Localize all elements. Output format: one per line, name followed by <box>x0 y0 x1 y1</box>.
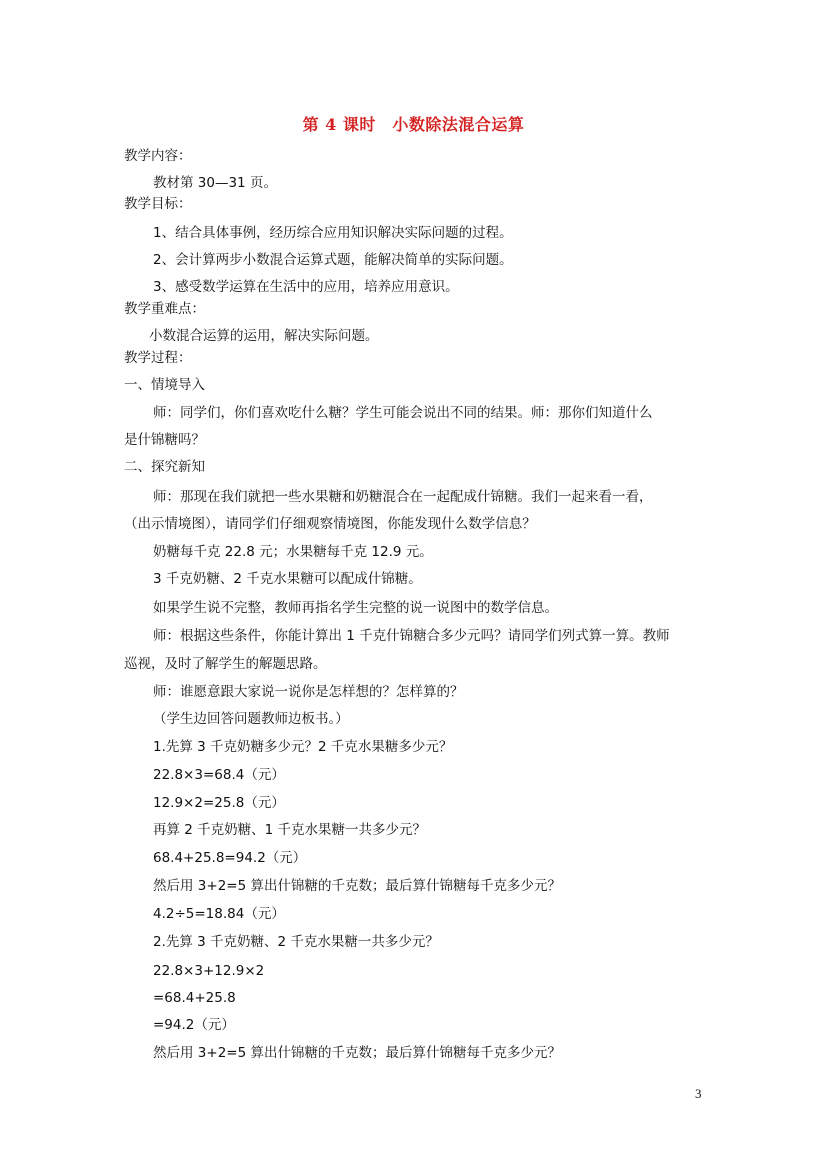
method-step: 然后用 3+2=5 算出什锦糖的千克数；最后算什锦糖每千克多少元？ <box>153 878 561 894</box>
paragraph: 师：那现在我们就把一些水果糖和奶糖混合在一起配成什锦糖。我们一起来看一看， <box>153 489 653 505</box>
equation: =94.2（元） <box>153 1017 235 1033</box>
paragraph-continuation: 是什锦糖吗？ <box>124 432 205 448</box>
method-step: 然后用 3+2=5 算出什锦糖的千克数；最后算什锦糖每千克多少元？ <box>153 1045 561 1061</box>
method-step: 2.先算 3 千克奶糖、2 千克水果糖一共多少元？ <box>153 934 439 950</box>
equation: =68.4+25.8 <box>153 990 236 1006</box>
goal-item: 1、结合具体事例，经历综合应用知识解决实际问题的过程。 <box>153 225 513 241</box>
paragraph: 师：根据这些条件，你能计算出 1 千克什锦糖合多少元吗？请同学们列式算一算。教师 <box>153 628 670 644</box>
section-heading-process: 教学过程： <box>124 350 192 366</box>
paragraph-continuation: （出示情境图），请同学们仔细观察情境图，你能发现什么数学信息？ <box>124 516 536 532</box>
equation: 12.9×2=25.8（元） <box>153 795 285 811</box>
paragraph: 教材第 30—31 页。 <box>153 175 277 191</box>
goal-item: 2、会计算两步小数混合运算式题，能解决简单的实际问题。 <box>153 252 513 268</box>
method-step: 1.先算 3 千克奶糖多少元？2 千克水果糖多少元？ <box>153 739 453 755</box>
paragraph: 师：谁愿意跟大家说一说你是怎样想的？怎样算的？ <box>153 684 464 700</box>
subsection-heading: 一、情境导入 <box>124 377 205 393</box>
page-number: 3 <box>695 1086 702 1101</box>
section-heading-goals: 教学目标： <box>124 196 192 212</box>
paragraph-continuation: 巡视，及时了解学生的解题思路。 <box>124 656 327 672</box>
goal-item: 3、感受数学运算在生活中的应用，培养应用意识。 <box>153 279 459 295</box>
paragraph: （学生边回答问题教师边板书。） <box>153 711 349 727</box>
method-step: 再算 2 千克奶糖、1 千克水果糖一共多少元？ <box>153 822 427 838</box>
equation: 68.4+25.8=94.2（元） <box>153 850 307 866</box>
equation: 4.2÷5=18.84（元） <box>153 906 285 922</box>
paragraph: 师：同学们，你们喜欢吃什么糖？学生可能会说出不同的结果。师：那你们知道什么 <box>153 405 653 421</box>
equation: 22.8×3+12.9×2 <box>153 963 265 979</box>
section-heading-content: 教学内容： <box>124 148 192 164</box>
equation: 22.8×3=68.4（元） <box>153 767 285 783</box>
paragraph: 奶糖每千克 22.8 元；水果糖每千克 12.9 元。 <box>153 544 433 560</box>
paragraph: 小数混合运算的运用，解决实际问题。 <box>149 328 379 344</box>
paragraph: 3 千克奶糖、2 千克水果糖可以配成什锦糖。 <box>153 571 422 587</box>
section-heading-key-points: 教学重难点： <box>124 301 205 317</box>
page-title: 第 4 课时 小数除法混合运算 <box>302 115 525 134</box>
subsection-heading: 二、探究新知 <box>124 459 205 475</box>
paragraph: 如果学生说不完整，教师再指名学生完整的说一说图中的数学信息。 <box>153 600 558 616</box>
